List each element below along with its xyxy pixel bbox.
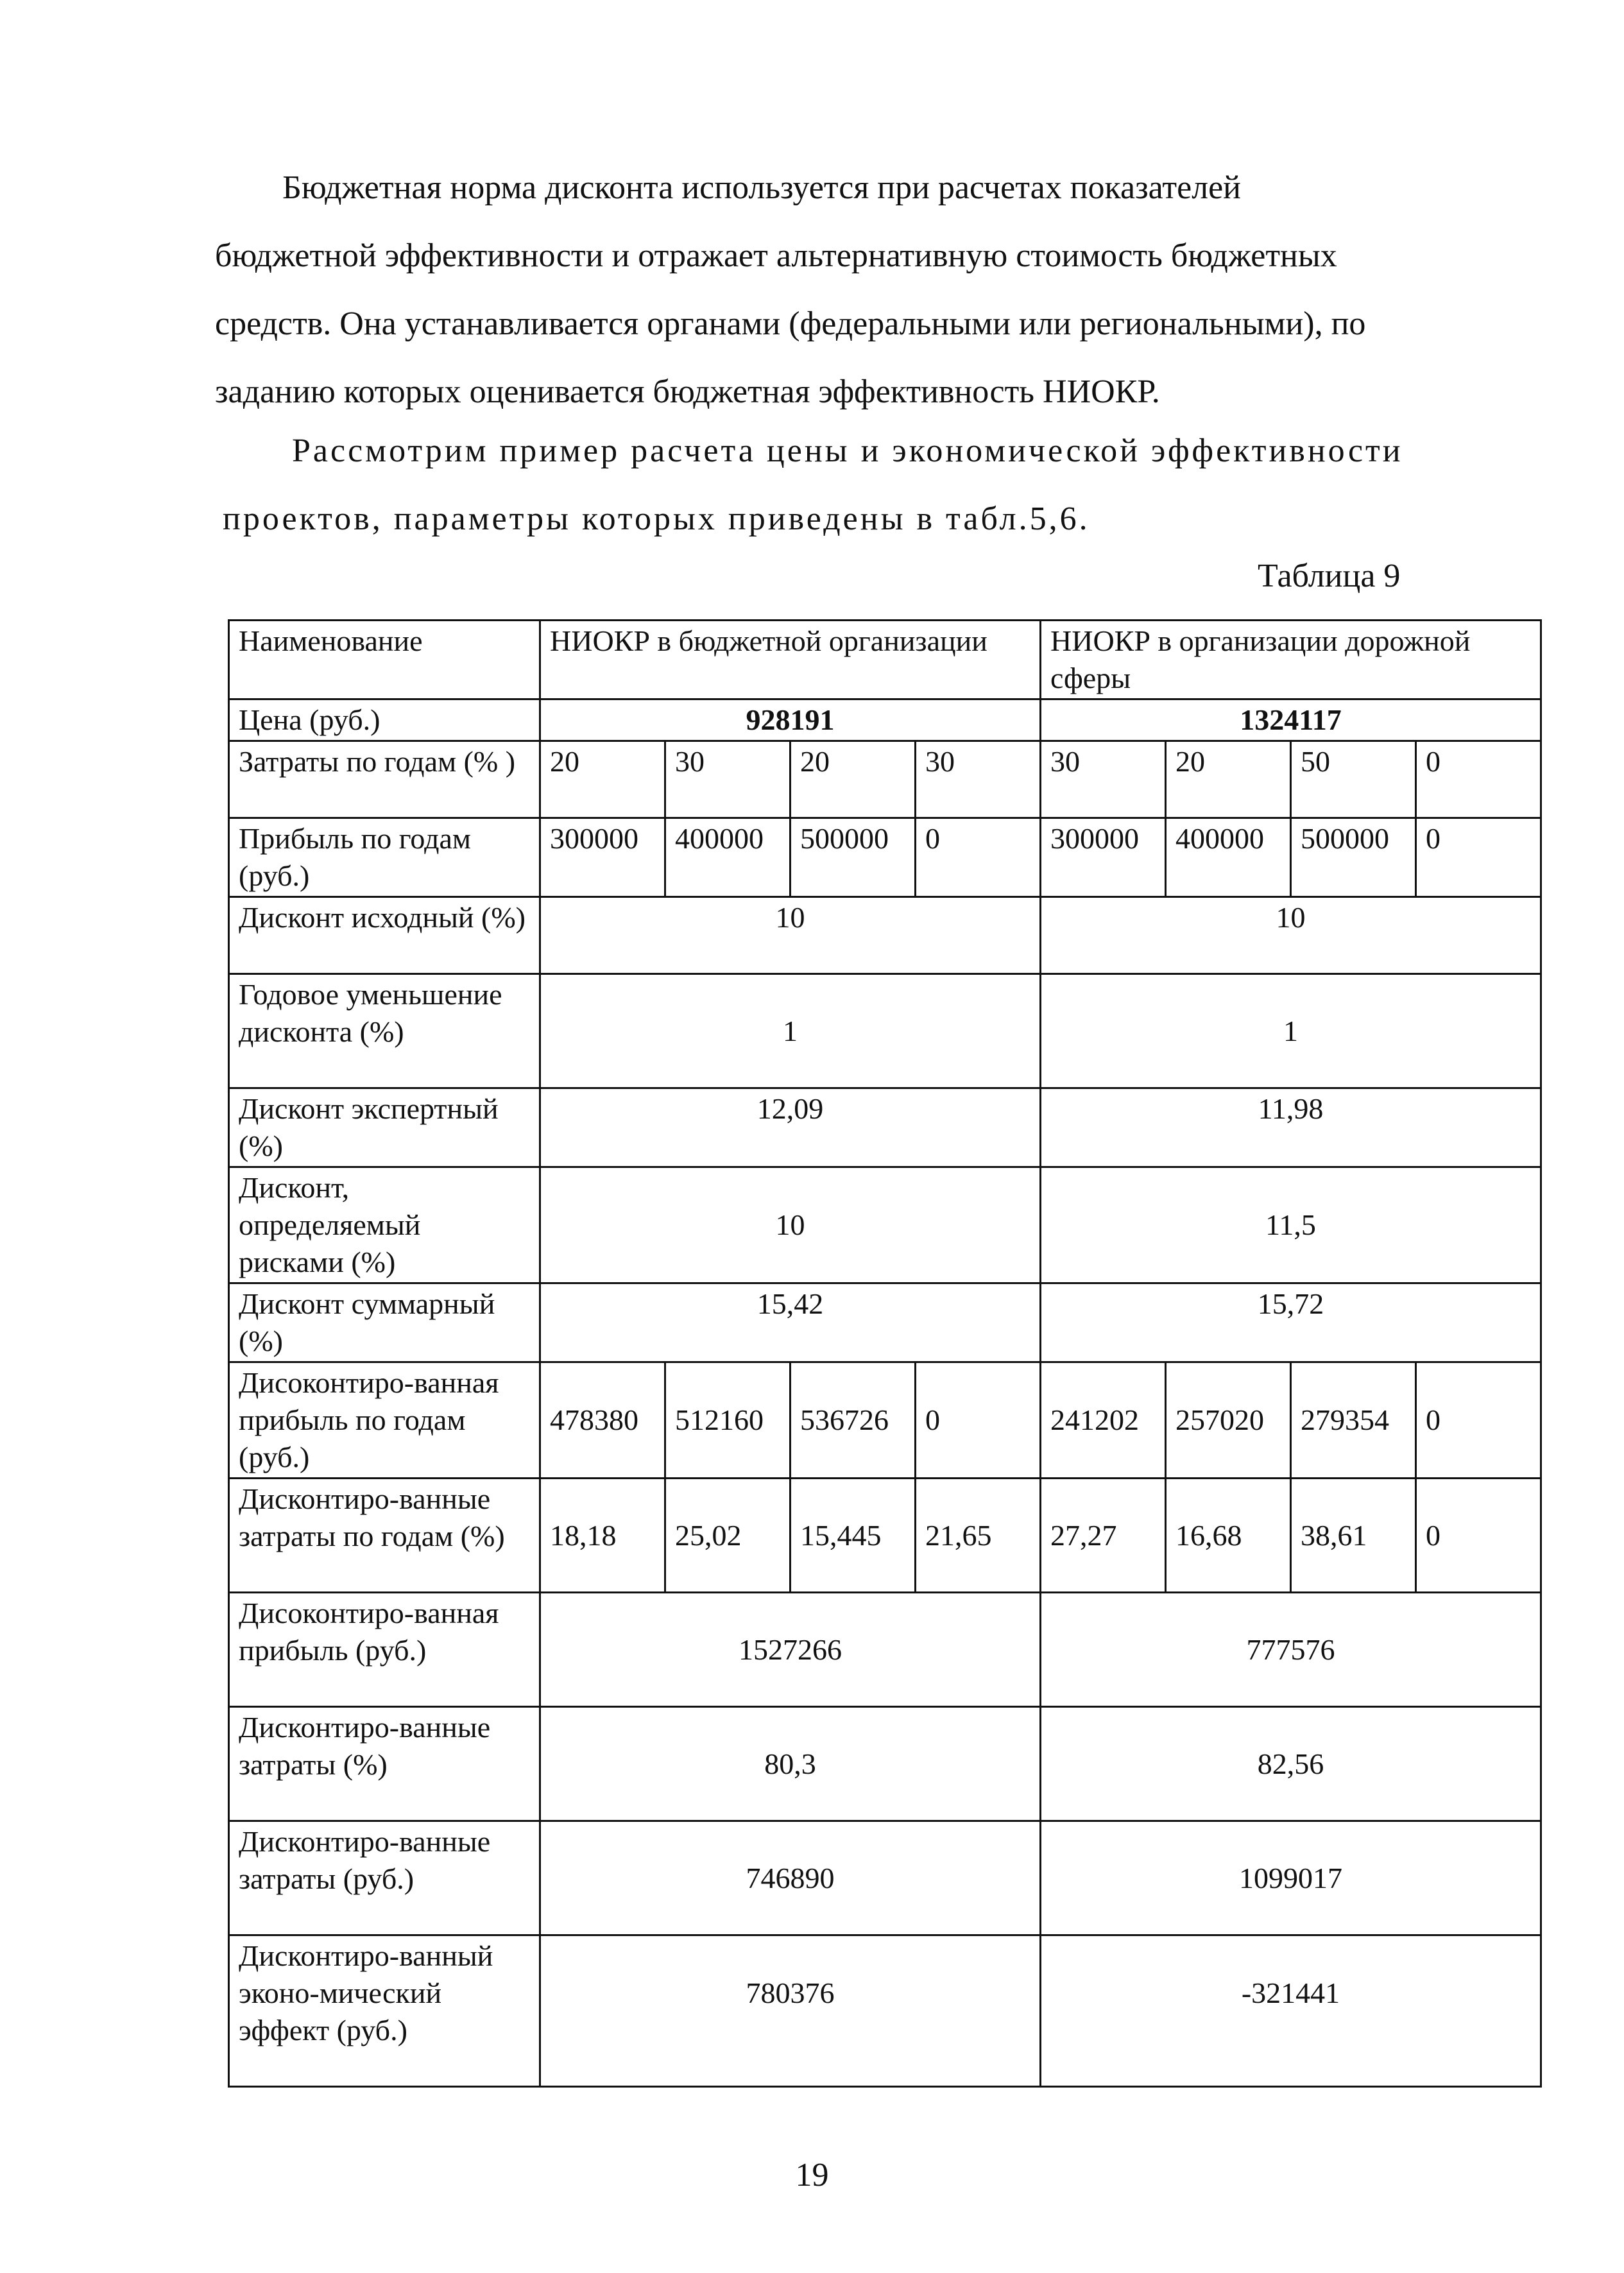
table-cell: 1527266: [540, 1593, 1041, 1707]
table-row: [229, 1479, 1541, 1593]
table-cell: 30: [1041, 741, 1166, 818]
row-label: Дисконтиро-ванный эконо-мический эффект (руб.): [229, 1935, 540, 2087]
table-cell: 18,18: [540, 1479, 665, 1593]
row-label: Дисконтиро-ванные затраты (руб.): [229, 1821, 540, 1935]
table-cell: 25,02: [665, 1479, 791, 1593]
text-line: средств. Она устанавливается органами (федеральными или региональными), по: [215, 305, 1366, 342]
table-row: [229, 1362, 1541, 1479]
table-cell: 30: [665, 741, 791, 818]
row-label: Дисоконтиро-ванная прибыль (руб.): [229, 1593, 540, 1707]
table-cell: 0: [1416, 1479, 1541, 1593]
table-header-row: [229, 621, 1541, 699]
table-row: [229, 897, 1541, 974]
table-cell: 15,445: [791, 1479, 916, 1593]
table-cell: 20: [791, 741, 916, 818]
text-line: Рассмотрим пример расчета цены и экономической эффективности: [292, 433, 1403, 469]
table-cell: 15,42: [540, 1283, 1041, 1362]
table-row: [229, 1707, 1541, 1821]
page-number: 19: [795, 2157, 829, 2193]
table-caption: Таблица 9: [1258, 558, 1401, 594]
table-cell: 16,68: [1166, 1479, 1291, 1593]
table-cell: 10: [1041, 897, 1541, 974]
table-cell: 300000: [540, 818, 665, 897]
table-cell: 0: [1416, 1362, 1541, 1479]
row-label: Дисконтиро-ванные затраты по годам (%): [229, 1479, 540, 1593]
header-budget-org: НИОКР в бюджетной организации: [540, 621, 1041, 699]
table-cell: 80,3: [540, 1707, 1041, 1821]
table-cell: 50: [1291, 741, 1416, 818]
table-cell: 11,98: [1041, 1088, 1541, 1167]
table-cell: 30: [916, 741, 1041, 818]
table-row: [229, 1283, 1541, 1362]
table-cell: 780376: [540, 1935, 1041, 2087]
table-cell: 15,72: [1041, 1283, 1541, 1362]
table-row: [229, 1935, 1541, 2087]
table-cell: 300000: [1041, 818, 1166, 897]
table-cell: 1: [540, 974, 1041, 1088]
table-cell: 777576: [1041, 1593, 1541, 1707]
price-road: 1324117: [1041, 699, 1541, 741]
table-cell: 27,27: [1041, 1479, 1166, 1593]
table-row: [229, 1593, 1541, 1707]
header-road-org: НИОКР в организации дорожной сферы: [1041, 621, 1541, 699]
table-cell: 536726: [791, 1362, 916, 1479]
table-row: [229, 1088, 1541, 1167]
table-cell: 21,65: [916, 1479, 1041, 1593]
header-name-cell: Наименование: [229, 621, 540, 699]
table-cell: 20: [540, 741, 665, 818]
table-row: [229, 818, 1541, 897]
table-cell: 241202: [1041, 1362, 1166, 1479]
table-cell: 1: [1041, 974, 1541, 1088]
table-cell: 500000: [1291, 818, 1416, 897]
row-label: Цена (руб.): [229, 699, 540, 741]
row-label: Годовое уменьшение дисконта (%): [229, 974, 540, 1088]
table-cell: 257020: [1166, 1362, 1291, 1479]
row-label: Дисконт суммарный (%): [229, 1283, 540, 1362]
row-label: Прибыль по годам (руб.): [229, 818, 540, 897]
row-label: Дисконт исходный (%): [229, 897, 540, 974]
table-cell: 10: [540, 1167, 1041, 1283]
table-cell: 478380: [540, 1362, 665, 1479]
table-cell: -321441: [1041, 1935, 1541, 2087]
price-budget: 928191: [540, 699, 1041, 741]
table-cell: 11,5: [1041, 1167, 1541, 1283]
row-label: Дисконт, определяемый рисками (%): [229, 1167, 540, 1283]
table-row: [229, 741, 1541, 818]
text-line: проектов, параметры которых приведены в табл.5,6.: [223, 501, 1090, 537]
table-cell: 20: [1166, 741, 1291, 818]
row-label: Дисоконтиро-ванная прибыль по годам (руб.): [229, 1362, 540, 1479]
row-label: Затраты по годам (% ): [229, 741, 540, 818]
table-cell: 500000: [791, 818, 916, 897]
table-cell: 0: [916, 818, 1041, 897]
table-row: [229, 1821, 1541, 1935]
table-cell: 0: [916, 1362, 1041, 1479]
table-cell: 82,56: [1041, 1707, 1541, 1821]
table-cell: 512160: [665, 1362, 791, 1479]
text-line: Бюджетная норма дисконта используется при расчетах показателей: [282, 169, 1242, 206]
data-table: [228, 619, 1542, 2088]
text-line: заданию которых оценивается бюджетная эффективность НИОКР.: [215, 373, 1160, 410]
table-cell: 400000: [1166, 818, 1291, 897]
table-cell: 400000: [665, 818, 791, 897]
table-row: [229, 699, 1541, 741]
table-cell: 0: [1416, 818, 1541, 897]
table-row: [229, 974, 1541, 1088]
table-cell: 0: [1416, 741, 1541, 818]
row-label: Дисконтиро-ванные затраты (%): [229, 1707, 540, 1821]
table-cell: 746890: [540, 1821, 1041, 1935]
table-cell: 10: [540, 897, 1041, 974]
paragraph-example-intro: [215, 417, 1575, 553]
paragraph-budget-discount: [215, 154, 1575, 426]
table-cell: 12,09: [540, 1088, 1041, 1167]
table-cell: 279354: [1291, 1362, 1416, 1479]
table-row: [229, 1167, 1541, 1283]
text-line: бюджетной эффективности и отражает альтернативную стоимость бюджетных: [215, 237, 1337, 274]
row-label: Дисконт экспертный (%): [229, 1088, 540, 1167]
table-cell: 1099017: [1041, 1821, 1541, 1935]
table-cell: 38,61: [1291, 1479, 1416, 1593]
